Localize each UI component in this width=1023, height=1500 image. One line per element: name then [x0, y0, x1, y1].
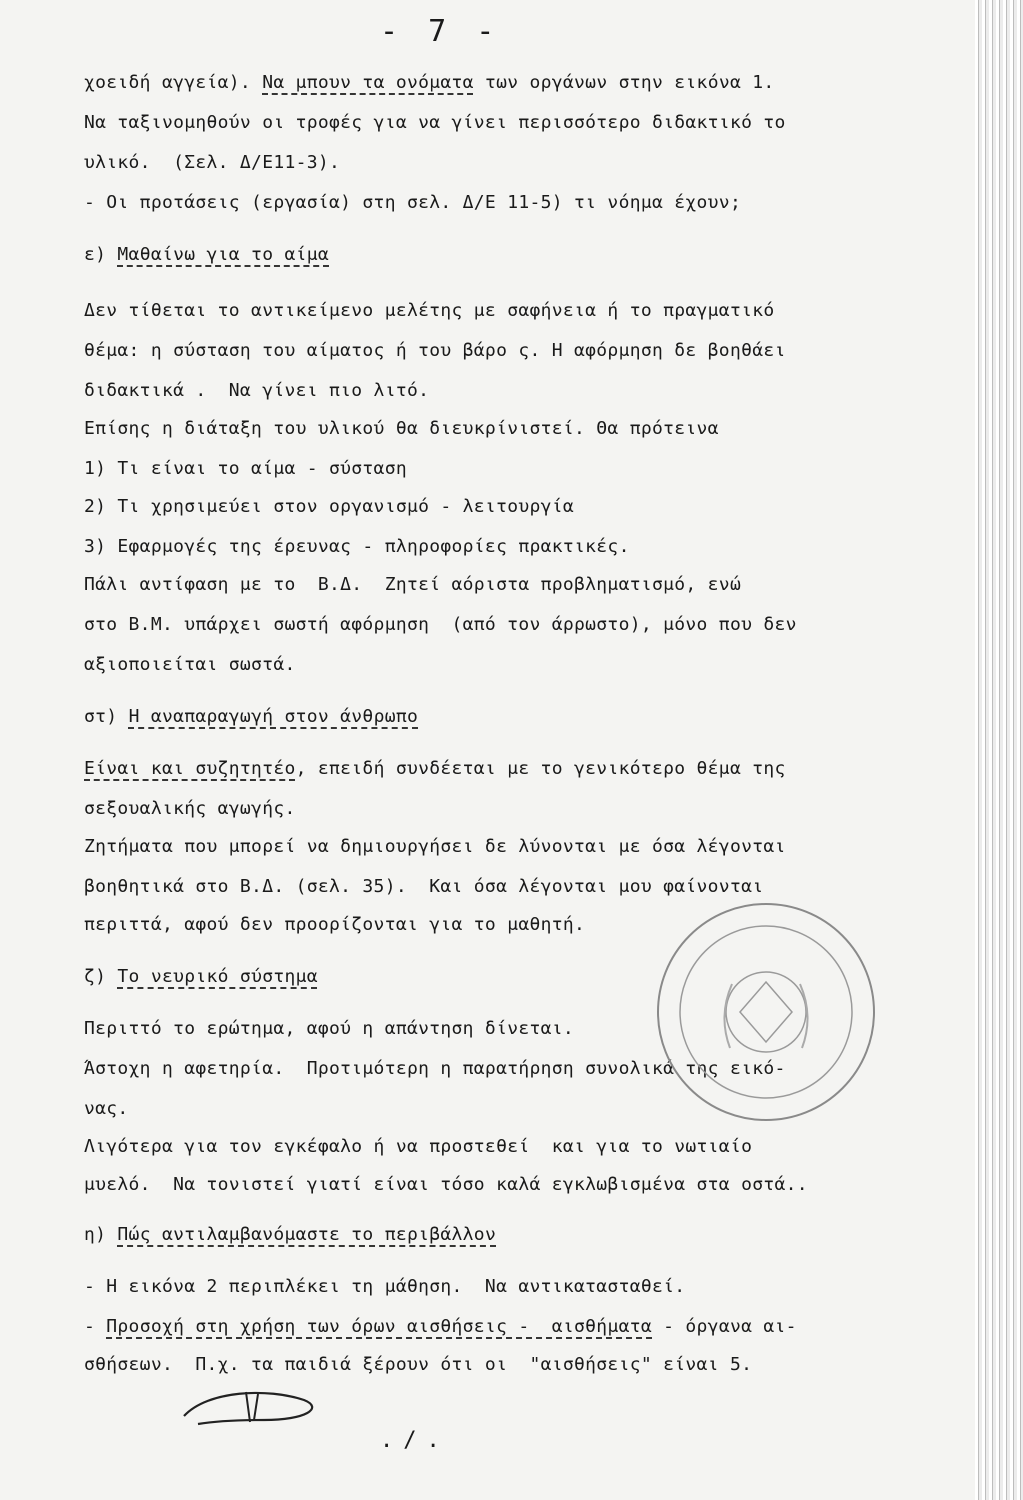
section-heading-e: ε) Μαθαίνω για το αίμα: [84, 244, 330, 265]
text-line: Ζητήματα που μπορεί να δημιουργήσει δε λύνονται με όσα λέγονται: [84, 836, 786, 857]
page-edges: [975, 0, 1023, 1500]
section-heading-st: στ) Η αναπαραγωγή στον άνθρωπο: [84, 706, 419, 727]
text-line: Πάλι αντίφαση με το Β.Δ. Ζητεί αόριστα προβληματισμό, ενώ: [84, 574, 742, 595]
signature-icon: [178, 1382, 328, 1430]
text-line: νας.: [84, 1098, 129, 1119]
text-line: σεξουαλικής αγωγής.: [84, 798, 296, 819]
text-line: αξιοποιείται σωστά.: [84, 654, 296, 675]
text-line: Λιγότερα για τον εγκέφαλο ή να προστεθεί και για το νωτιαίο: [84, 1136, 753, 1157]
text-line: Να ταξινομηθούν οι τροφές για να γίνει περισσότερο διδακτικό το: [84, 112, 786, 133]
text-line: μυελό. Να τονιστεί γιατί είναι τόσο καλά εγκλωβισμένα στα οστά..: [84, 1174, 808, 1195]
text-line: διδακτικά . Να γίνει πιο λιτό.: [84, 380, 430, 401]
text-line: χοειδή αγγεία). Να μπουν τα ονόματα των οργάνων στην εικόνα 1.: [84, 72, 775, 93]
text-line: - Η εικόνα 2 περιπλέκει τη μάθηση. Να αντικατασταθεί.: [84, 1276, 686, 1297]
list-item: 1) Τι είναι το αίμα - σύσταση: [84, 458, 407, 479]
official-stamp-icon: [652, 898, 880, 1126]
text-line: περιττά, αφού δεν προορίζονται για το μαθητή.: [84, 914, 586, 935]
underlined-phrase: Να μπουν τα ονόματα: [262, 72, 474, 93]
text-line: Άστοχη η αφετηρία. Προτιμότερη η παρατήρηση συνολικά της εικό-: [84, 1058, 786, 1079]
text-line: - Προσοχή στη χρήση των όρων αισθήσεις - αισθήματα - όργανα αι-: [84, 1316, 797, 1337]
text-line: θέμα: η σύσταση του αίματος ή του βάρο ς. Η αφόρμηση δε βοηθάει: [84, 340, 786, 361]
section-heading-i: η) Πώς αντιλαμβανόμαστε το περιβάλλον: [84, 1224, 497, 1245]
text-line: σθήσεων. Π.χ. τα παιδιά ξέρουν ότι οι "αισθήσεις" είναι 5.: [84, 1354, 753, 1375]
page-number: - 7 -: [380, 14, 501, 49]
list-item: 3) Εφαρμογές της έρευνας - πληροφορίες πρακτικές.: [84, 536, 630, 557]
text-line: υλικό. (Σελ. Δ/Ε11-3).: [84, 152, 341, 173]
text-line: Δεν τίθεται το αντικείμενο μελέτης με σαφήνεια ή το πραγματικό: [84, 300, 775, 321]
text-line: βοηθητικά στο Β.Δ. (σελ. 35). Και όσα λέγονται μου φαίνονται: [84, 876, 764, 897]
text-line: Επίσης η διάταξη του υλικού θα διευκρίνιστεί. Θα πρότεινα: [84, 418, 719, 439]
section-heading-z: ζ) Το νευρικό σύστημα: [84, 966, 318, 987]
text-line: στο Β.Μ. υπάρχει σωστή αφόρμηση (από τον άρρωστο), μόνο που δεν: [84, 614, 797, 635]
list-item: 2) Τι χρησιμεύει στον οργανισμό - λειτουργία: [84, 496, 575, 517]
text-line: - Οι προτάσεις (εργασία) στη σελ. Δ/Ε 11-5) τι νόημα έχουν;: [84, 192, 742, 213]
continuation-mark: ./.: [380, 1428, 450, 1453]
text-line: Είναι και συζητητέο, επειδή συνδέεται με το γενικότερο θέμα της: [84, 758, 786, 779]
text-line: Περιττό το ερώτημα, αφού η απάντηση δίνεται.: [84, 1018, 575, 1039]
